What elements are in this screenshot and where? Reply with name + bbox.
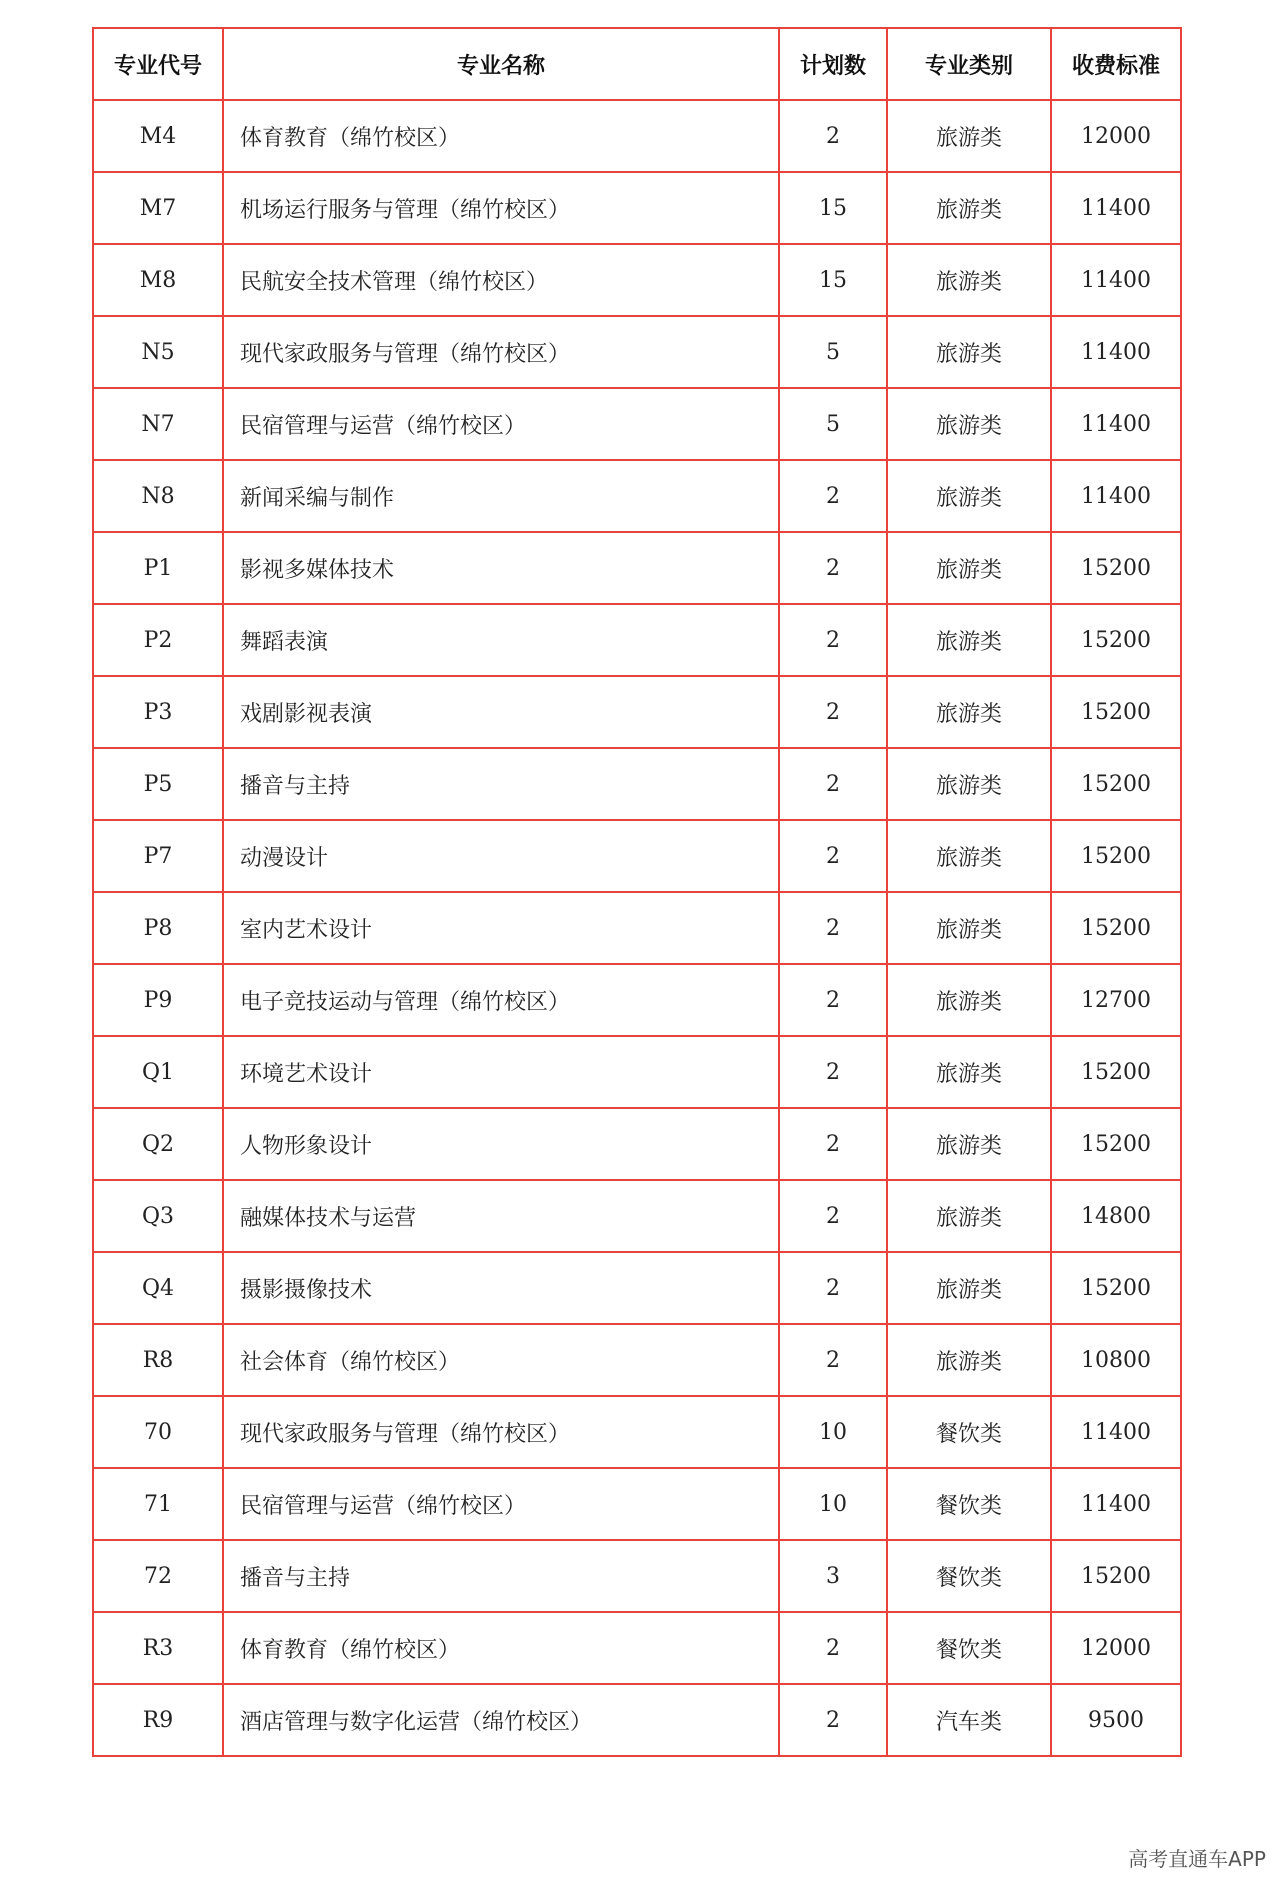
major-code-cell: P9 xyxy=(93,964,223,1036)
enrollment-plan-table xyxy=(92,27,1182,1757)
tuition-fee-cell: 11400 xyxy=(1051,1468,1181,1540)
table-row xyxy=(93,892,1181,964)
major-category-cell: 旅游类 xyxy=(887,748,1051,820)
major-code-cell: 72 xyxy=(93,1540,223,1612)
table-row xyxy=(93,1540,1181,1612)
tuition-fee-cell: 15200 xyxy=(1051,820,1181,892)
major-code-cell: M8 xyxy=(93,244,223,316)
major-category-cell: 旅游类 xyxy=(887,316,1051,388)
major-category-cell: 旅游类 xyxy=(887,172,1051,244)
major-name-cell: 民宿管理与运营（绵竹校区） xyxy=(223,388,779,460)
major-code-cell: P8 xyxy=(93,892,223,964)
plan-count-cell: 2 xyxy=(779,676,887,748)
plan-count-cell: 2 xyxy=(779,532,887,604)
table-row xyxy=(93,316,1181,388)
major-name-cell: 民宿管理与运营（绵竹校区） xyxy=(223,1468,779,1540)
major-name-cell: 播音与主持 xyxy=(223,1540,779,1612)
tuition-fee-cell: 11400 xyxy=(1051,316,1181,388)
plan-count-cell: 5 xyxy=(779,316,887,388)
major-category-cell: 旅游类 xyxy=(887,1252,1051,1324)
table-row xyxy=(93,820,1181,892)
plan-count-cell: 15 xyxy=(779,244,887,316)
major-category-cell: 旅游类 xyxy=(887,460,1051,532)
plan-count-cell: 2 xyxy=(779,892,887,964)
table-row xyxy=(93,1180,1181,1252)
header-tuition-fee: 收费标准 xyxy=(1051,28,1181,100)
major-category-cell: 旅游类 xyxy=(887,532,1051,604)
tuition-fee-cell: 12700 xyxy=(1051,964,1181,1036)
tuition-fee-cell: 15200 xyxy=(1051,1540,1181,1612)
table-row xyxy=(93,676,1181,748)
major-code-cell: N8 xyxy=(93,460,223,532)
major-category-cell: 旅游类 xyxy=(887,964,1051,1036)
major-code-cell: Q4 xyxy=(93,1252,223,1324)
major-name-cell: 影视多媒体技术 xyxy=(223,532,779,604)
tuition-fee-cell: 15200 xyxy=(1051,892,1181,964)
major-code-cell: 70 xyxy=(93,1396,223,1468)
table-row xyxy=(93,604,1181,676)
tuition-fee-cell: 11400 xyxy=(1051,244,1181,316)
major-code-cell: M4 xyxy=(93,100,223,172)
table-row xyxy=(93,100,1181,172)
table-row xyxy=(93,172,1181,244)
table-row xyxy=(93,748,1181,820)
table-row xyxy=(93,1612,1181,1684)
major-category-cell: 餐饮类 xyxy=(887,1540,1051,1612)
major-category-cell: 餐饮类 xyxy=(887,1468,1051,1540)
tuition-fee-cell: 15200 xyxy=(1051,676,1181,748)
major-category-cell: 旅游类 xyxy=(887,1036,1051,1108)
major-code-cell: P1 xyxy=(93,532,223,604)
table-row xyxy=(93,460,1181,532)
table-row xyxy=(93,244,1181,316)
header-plan-count: 计划数 xyxy=(779,28,887,100)
major-name-cell: 舞蹈表演 xyxy=(223,604,779,676)
major-category-cell: 旅游类 xyxy=(887,676,1051,748)
table-row xyxy=(93,1036,1181,1108)
major-name-cell: 融媒体技术与运营 xyxy=(223,1180,779,1252)
plan-count-cell: 2 xyxy=(779,1180,887,1252)
major-name-cell: 动漫设计 xyxy=(223,820,779,892)
plan-count-cell: 2 xyxy=(779,460,887,532)
major-name-cell: 现代家政服务与管理（绵竹校区） xyxy=(223,316,779,388)
table-body xyxy=(93,100,1181,1756)
table-header xyxy=(93,28,1181,100)
major-category-cell: 旅游类 xyxy=(887,1324,1051,1396)
major-name-cell: 体育教育（绵竹校区） xyxy=(223,1612,779,1684)
tuition-fee-cell: 10800 xyxy=(1051,1324,1181,1396)
plan-count-cell: 15 xyxy=(779,172,887,244)
major-code-cell: P2 xyxy=(93,604,223,676)
major-code-cell: R3 xyxy=(93,1612,223,1684)
major-category-cell: 旅游类 xyxy=(887,892,1051,964)
major-name-cell: 社会体育（绵竹校区） xyxy=(223,1324,779,1396)
major-category-cell: 旅游类 xyxy=(887,604,1051,676)
major-category-cell: 餐饮类 xyxy=(887,1396,1051,1468)
plan-count-cell: 2 xyxy=(779,1036,887,1108)
plan-count-cell: 10 xyxy=(779,1396,887,1468)
table-row xyxy=(93,1252,1181,1324)
major-category-cell: 旅游类 xyxy=(887,1108,1051,1180)
plan-count-cell: 2 xyxy=(779,1252,887,1324)
tuition-fee-cell: 15200 xyxy=(1051,1252,1181,1324)
major-name-cell: 戏剧影视表演 xyxy=(223,676,779,748)
tuition-fee-cell: 11400 xyxy=(1051,460,1181,532)
major-code-cell: R9 xyxy=(93,1684,223,1756)
major-code-cell: 71 xyxy=(93,1468,223,1540)
plan-count-cell: 2 xyxy=(779,1324,887,1396)
major-category-cell: 汽车类 xyxy=(887,1684,1051,1756)
major-code-cell: R8 xyxy=(93,1324,223,1396)
table-row xyxy=(93,388,1181,460)
tuition-fee-cell: 12000 xyxy=(1051,100,1181,172)
table-row xyxy=(93,1468,1181,1540)
tuition-fee-cell: 9500 xyxy=(1051,1684,1181,1756)
table-row xyxy=(93,1684,1181,1756)
table-row xyxy=(93,1396,1181,1468)
major-code-cell: P7 xyxy=(93,820,223,892)
watermark: 高考直通车APP xyxy=(1128,1847,1266,1871)
major-code-cell: Q3 xyxy=(93,1180,223,1252)
major-category-cell: 旅游类 xyxy=(887,100,1051,172)
plan-count-cell: 2 xyxy=(779,100,887,172)
major-code-cell: N7 xyxy=(93,388,223,460)
header-row xyxy=(93,28,1181,100)
plan-count-cell: 2 xyxy=(779,964,887,1036)
major-category-cell: 餐饮类 xyxy=(887,1612,1051,1684)
tuition-fee-cell: 11400 xyxy=(1051,388,1181,460)
table-row xyxy=(93,1324,1181,1396)
major-name-cell: 民航安全技术管理（绵竹校区） xyxy=(223,244,779,316)
tuition-fee-cell: 15200 xyxy=(1051,604,1181,676)
table-row xyxy=(93,532,1181,604)
plan-count-cell: 2 xyxy=(779,748,887,820)
tuition-fee-cell: 11400 xyxy=(1051,172,1181,244)
major-name-cell: 现代家政服务与管理（绵竹校区） xyxy=(223,1396,779,1468)
header-major-name: 专业名称 xyxy=(223,28,779,100)
major-name-cell: 环境艺术设计 xyxy=(223,1036,779,1108)
major-name-cell: 体育教育（绵竹校区） xyxy=(223,100,779,172)
major-name-cell: 电子竞技运动与管理（绵竹校区） xyxy=(223,964,779,1036)
major-code-cell: Q1 xyxy=(93,1036,223,1108)
major-category-cell: 旅游类 xyxy=(887,388,1051,460)
major-code-cell: P5 xyxy=(93,748,223,820)
tuition-fee-cell: 15200 xyxy=(1051,1036,1181,1108)
plan-count-cell: 2 xyxy=(779,820,887,892)
tuition-fee-cell: 11400 xyxy=(1051,1396,1181,1468)
major-name-cell: 播音与主持 xyxy=(223,748,779,820)
plan-count-cell: 5 xyxy=(779,388,887,460)
tuition-fee-cell: 15200 xyxy=(1051,748,1181,820)
major-name-cell: 室内艺术设计 xyxy=(223,892,779,964)
major-code-cell: Q2 xyxy=(93,1108,223,1180)
major-name-cell: 酒店管理与数字化运营（绵竹校区） xyxy=(223,1684,779,1756)
tuition-fee-cell: 15200 xyxy=(1051,532,1181,604)
major-category-cell: 旅游类 xyxy=(887,820,1051,892)
plan-count-cell: 2 xyxy=(779,1684,887,1756)
table-row xyxy=(93,964,1181,1036)
major-category-cell: 旅游类 xyxy=(887,1180,1051,1252)
major-name-cell: 新闻采编与制作 xyxy=(223,460,779,532)
major-name-cell: 机场运行服务与管理（绵竹校区） xyxy=(223,172,779,244)
major-code-cell: M7 xyxy=(93,172,223,244)
major-name-cell: 人物形象设计 xyxy=(223,1108,779,1180)
plan-count-cell: 2 xyxy=(779,1612,887,1684)
tuition-fee-cell: 12000 xyxy=(1051,1612,1181,1684)
major-category-cell: 旅游类 xyxy=(887,244,1051,316)
major-name-cell: 摄影摄像技术 xyxy=(223,1252,779,1324)
plan-count-cell: 3 xyxy=(779,1540,887,1612)
plan-count-cell: 2 xyxy=(779,604,887,676)
tuition-fee-cell: 14800 xyxy=(1051,1180,1181,1252)
table-row xyxy=(93,1108,1181,1180)
major-code-cell: P3 xyxy=(93,676,223,748)
plan-count-cell: 10 xyxy=(779,1468,887,1540)
tuition-fee-cell: 15200 xyxy=(1051,1108,1181,1180)
plan-count-cell: 2 xyxy=(779,1108,887,1180)
header-major-category: 专业类别 xyxy=(887,28,1051,100)
enrollment-plan-table-container xyxy=(92,27,1180,1757)
major-code-cell: N5 xyxy=(93,316,223,388)
header-major-code: 专业代号 xyxy=(93,28,223,100)
